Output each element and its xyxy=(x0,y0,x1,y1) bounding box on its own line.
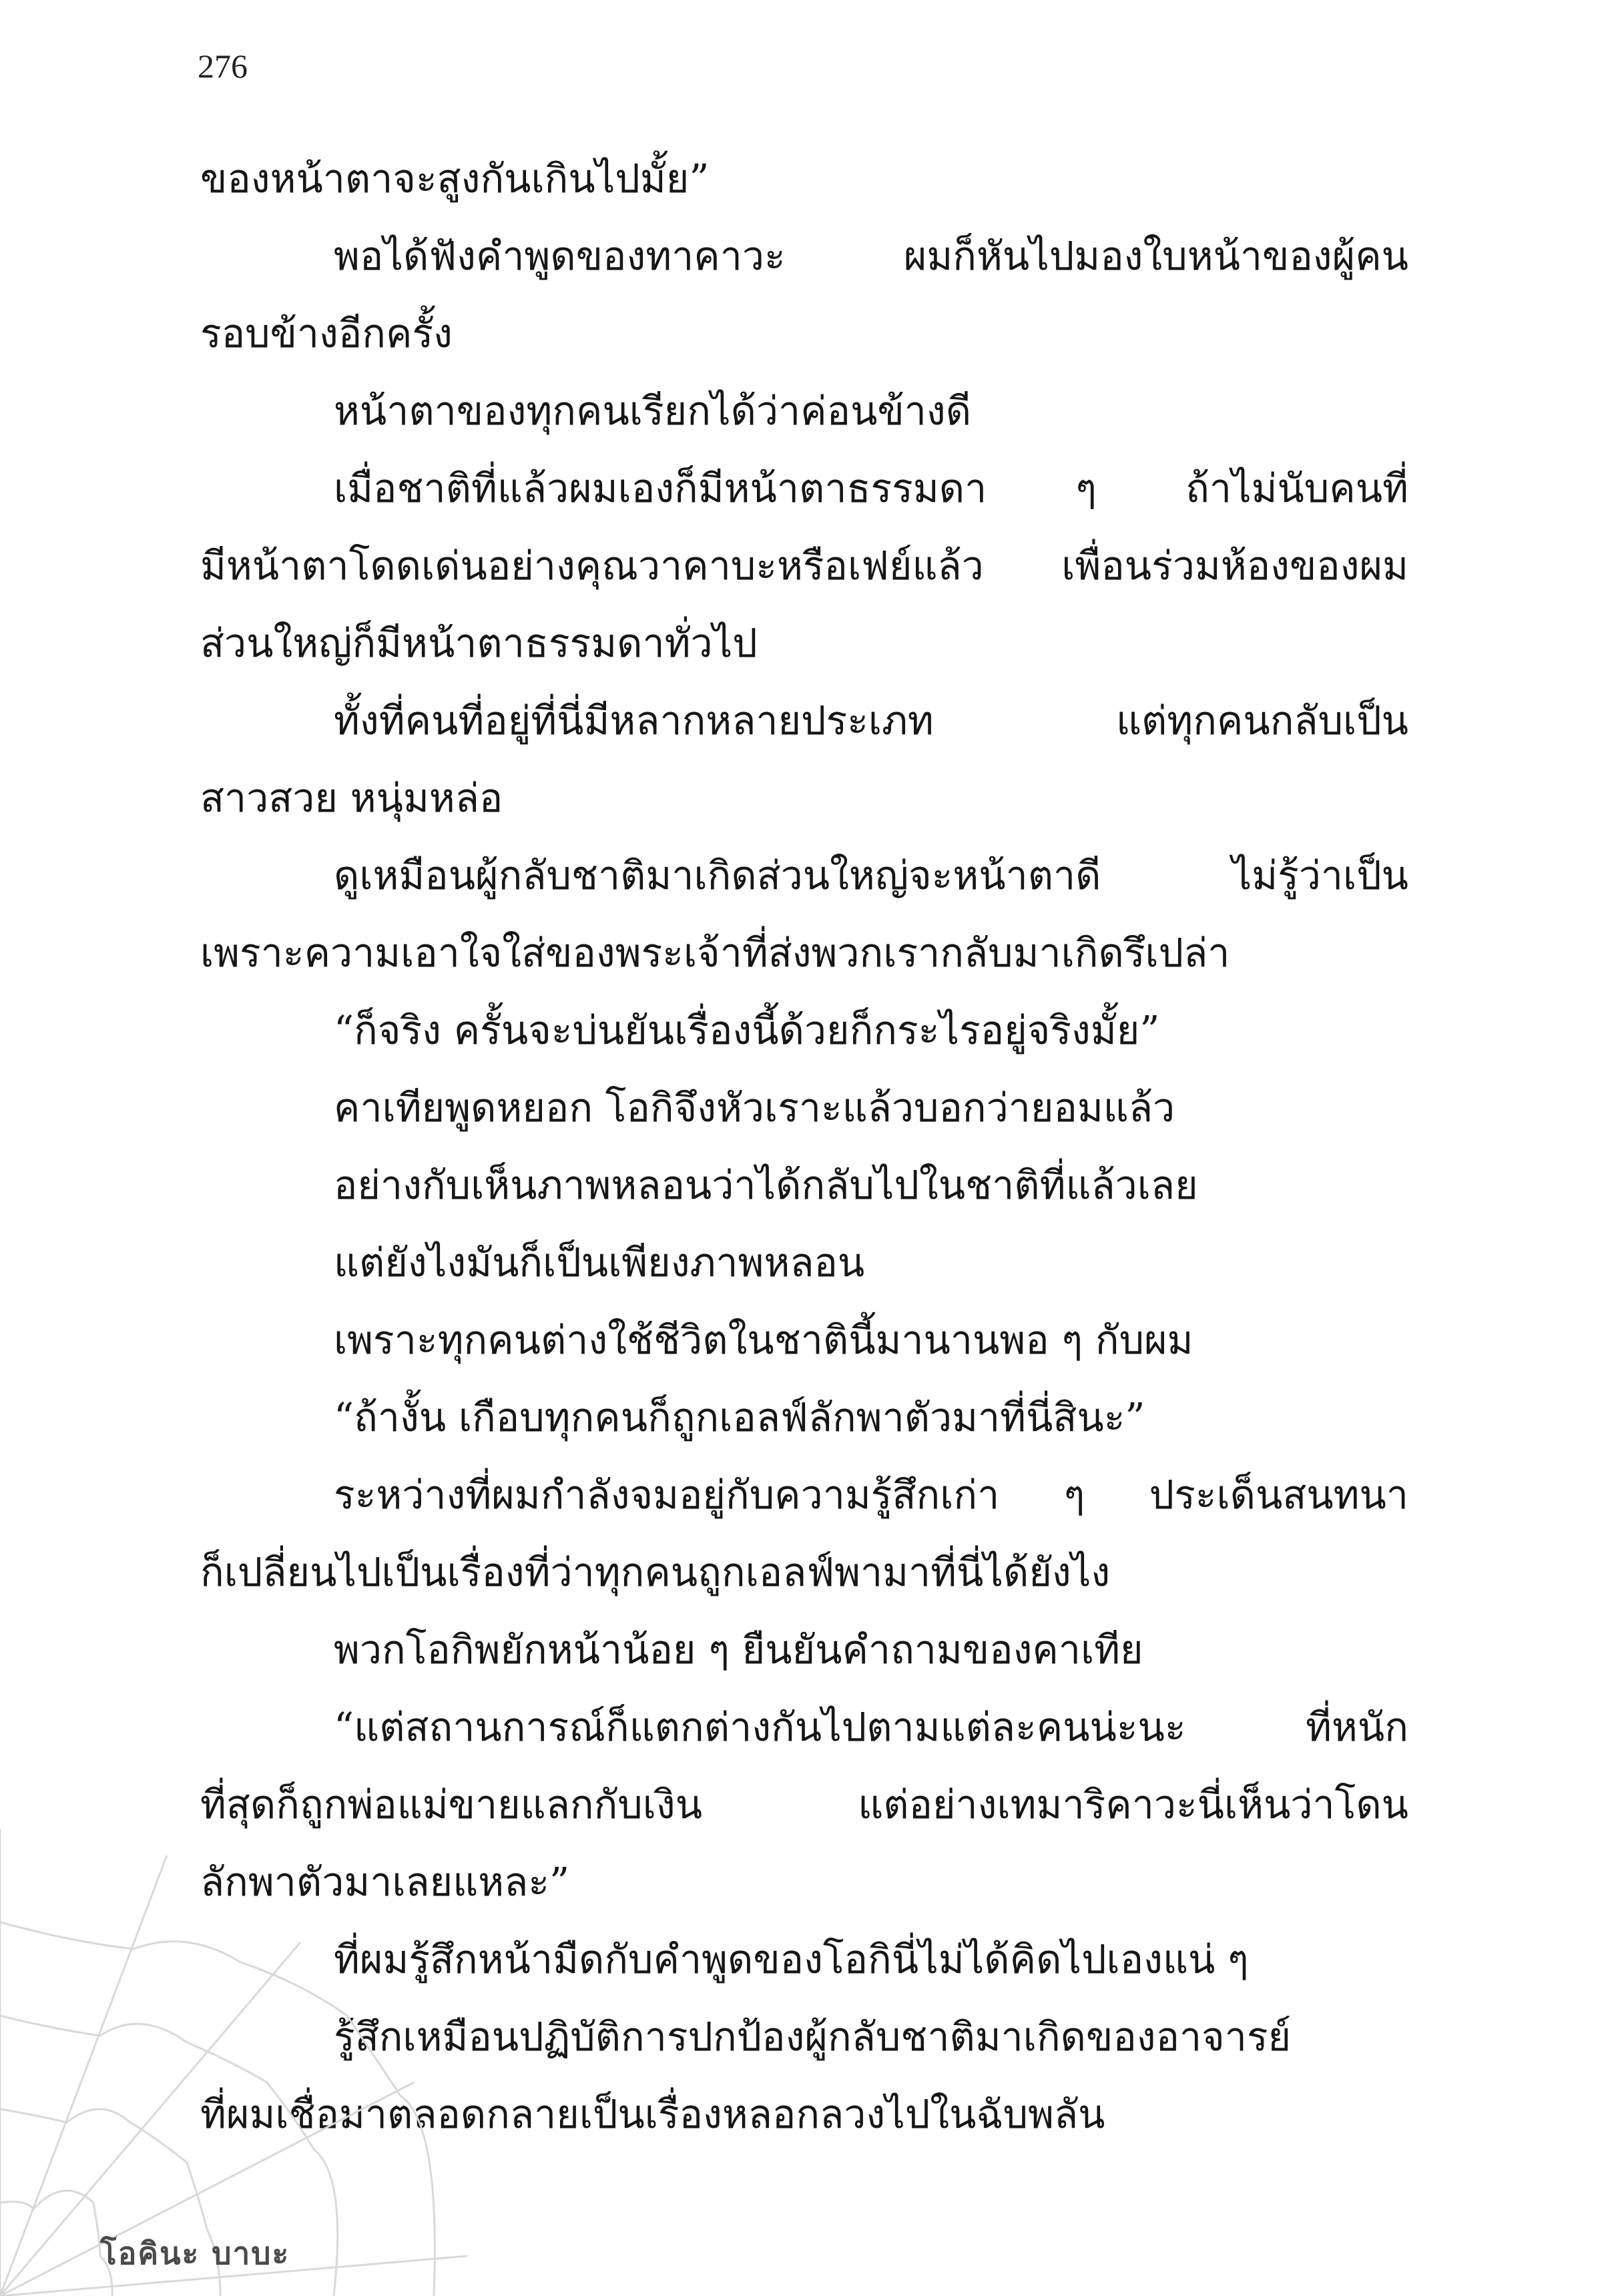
text-line: รอบข้างอีกครั้ง xyxy=(200,310,453,356)
text-line: ก็เปลี่ยนไปเป็นเรื่องที่ว่าทุกคนถูกเอลฟ์พามาที่นี่ได้ยังไง xyxy=(200,1549,1111,1595)
text-line: พวกโอกิพยักหน้าน้อย ๆ ยืนยันคำถามของคาเทีย xyxy=(334,1627,1143,1673)
text-line: เพราะทุกคนต่างใช้ชีวิตในชาตินี้มานานพอ ๆ กับผม xyxy=(334,1317,1193,1363)
text-line: ลักพาตัวมาเลยแหละ” xyxy=(200,1859,570,1905)
text-line: แต่ยังไงมันก็เป็นเพียงภาพหลอน xyxy=(334,1239,865,1285)
text-line: ที่ผมเชื่อมาตลอดกลายเป็นเรื่องหลอกลวงไปในฉับพลัน xyxy=(200,2091,1105,2137)
text-line: ที่สุดก็ถูกพ่อแม่ขายแลกกับเงิน แต่อย่างเทมาริคาวะนี่เห็นว่าโดน xyxy=(200,1781,1408,1827)
text-line: คาเทียพูดหยอก โอกิจึงหัวเราะแล้วบอกว่ายอมแล้ว xyxy=(334,1085,1175,1131)
text-line: ส่วนใหญ่ก็มีหน้าตาธรรมดาทั่วไป xyxy=(200,620,758,666)
text-line: สาวสวย หนุ่มหล่อ xyxy=(200,775,503,821)
text-line: ของหน้าตาจะสูงกันเกินไปมั้ย” xyxy=(200,156,710,202)
text-line: หน้าตาของทุกคนเรียกได้ว่าค่อนข้างดี xyxy=(334,388,972,434)
text-line: “ก็จริง ครั้นจะบ่นยันเรื่องนี้ด้วยก็กระไรอยู่จริงมั้ย” xyxy=(334,1007,1160,1053)
text-line: ทั้งที่คนที่อยู่ที่นี่มีหลากหลายประเภท แต่ทุกคนกลับเป็น xyxy=(334,697,1408,744)
page-number: 276 xyxy=(198,47,248,85)
text-line: อย่างกับเห็นภาพหลอนว่าได้กลับไปในชาติที่แล้วเลย xyxy=(334,1162,1198,1208)
text-line: ระหว่างที่ผมกำลังจมอยู่กับความรู้สึกเก่า ๆ ประเด็นสนทนา xyxy=(334,1472,1408,1518)
text-line: รู้สึกเหมือนปฏิบัติการปกป้องผู้กลับชาติมาเกิดของอาจารย์ xyxy=(334,2014,1292,2060)
text-line: “แต่สถานการณ์ก็แตกต่างกันไปตามแต่ละคนน่ะนะ ที่หนัก xyxy=(334,1704,1408,1750)
text-line: เมื่อชาติที่แล้วผมเองก็มีหน้าตาธรรมดา ๆ ถ้าไม่นับคนที่ xyxy=(334,465,1408,511)
text-line: มีหน้าตาโดดเด่นอย่างคุณวาคาบะหรือเฟย์แล้ว เพื่อนร่วมห้องของผม xyxy=(200,543,1408,589)
text-line: “ถ้างั้น เกือบทุกคนก็ถูกเอลฟ์ลักพาตัวมาที่นี่สินะ” xyxy=(334,1394,1145,1440)
text-line: ดูเหมือนผู้กลับชาติมาเกิดส่วนใหญ่จะหน้าตาดี ไม่รู้ว่าเป็น xyxy=(334,852,1408,898)
text-line: พอได้ฟังคำพูดของทาคาวะ ผมก็หันไปมองใบหน้าของผู้คน xyxy=(334,233,1408,279)
spider-web-icon xyxy=(0,1829,467,2296)
text-line: เพราะความเอาใจใส่ของพระเจ้าที่ส่งพวกเรากลับมาเกิดรึเปล่า xyxy=(200,930,1230,976)
text-line: ที่ผมรู้สึกหน้ามืดกับคำพูดของโอกินี่ไม่ได้คิดไปเองแน่ ๆ xyxy=(334,1936,1249,1982)
footer-author: โอคินะ บาบะ xyxy=(100,2235,290,2271)
